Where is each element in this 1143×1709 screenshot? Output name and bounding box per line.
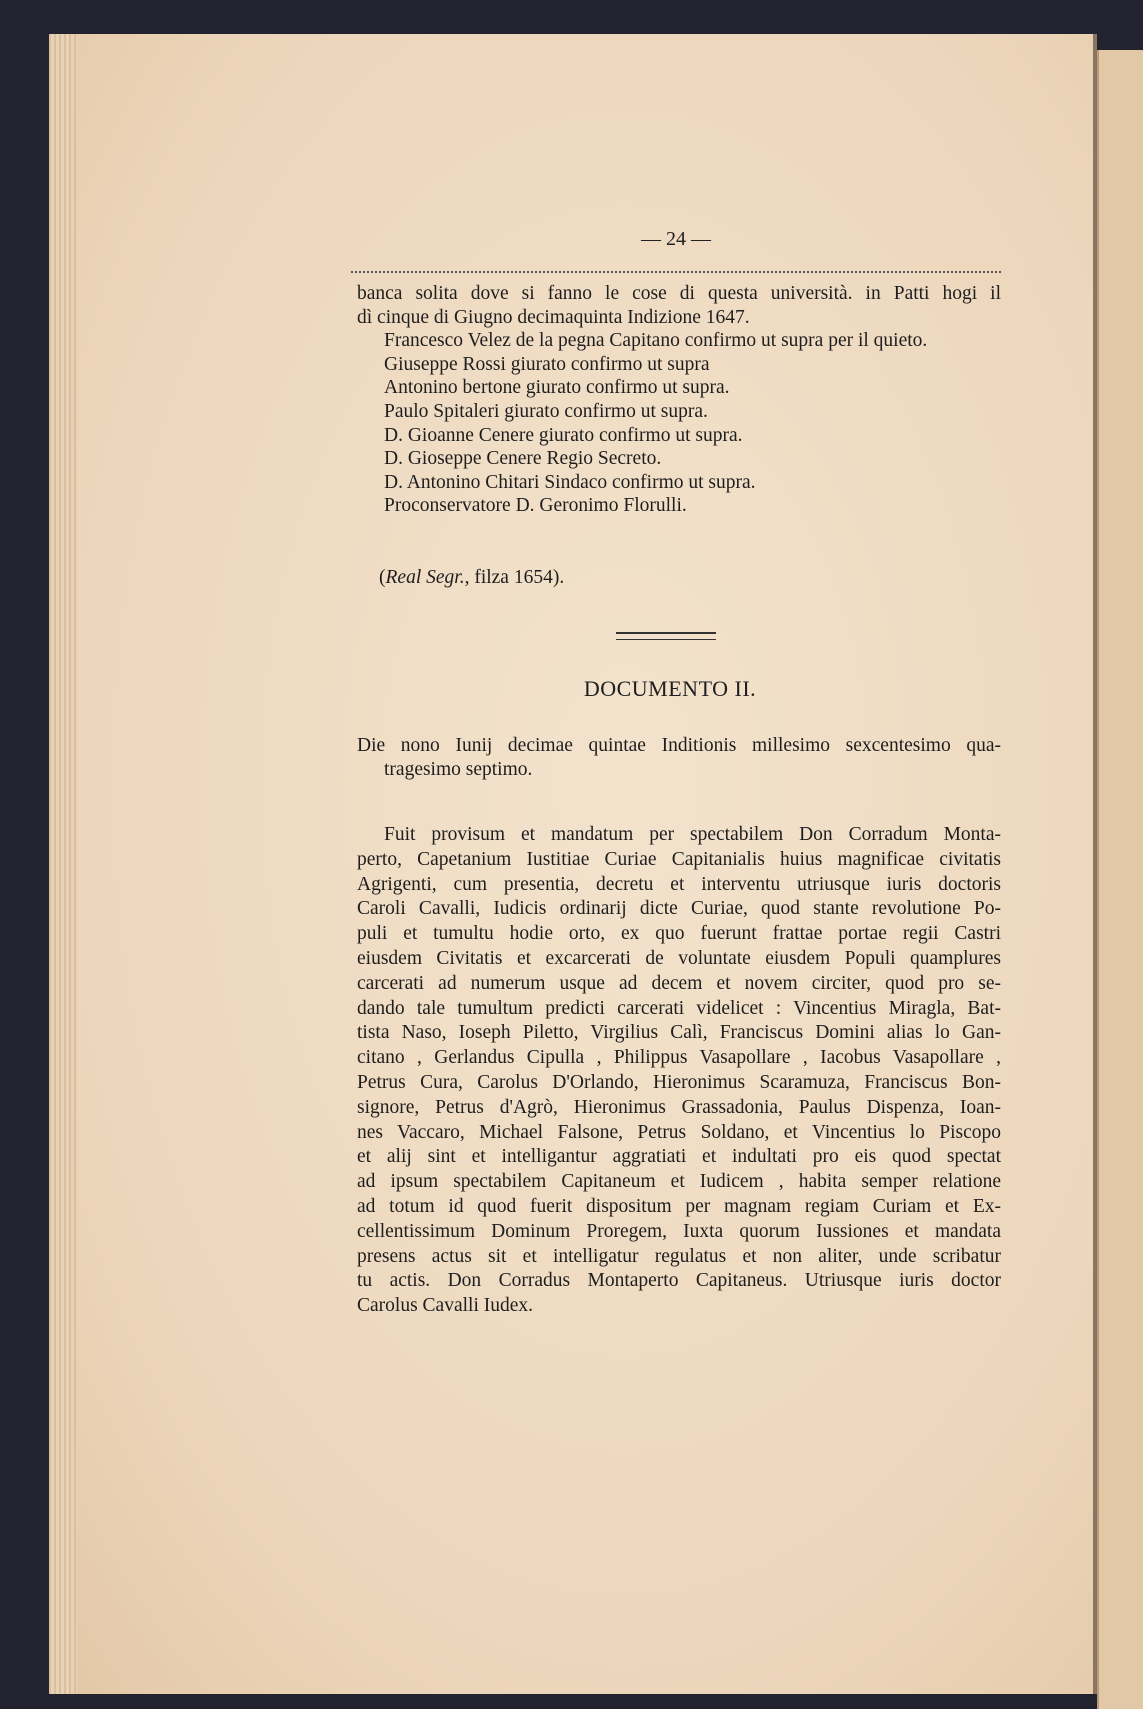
body-line: presens actus sit et intelligatur regulatus et non aliter, unde scribatur bbox=[357, 1245, 1001, 1267]
document-heading bbox=[357, 734, 1001, 781]
body-line: carcerati ad numerum usque ad decem et novem circiter, quod pro se- bbox=[357, 972, 1001, 994]
page-gutter bbox=[1093, 34, 1097, 1694]
citation-rest: , filza 1654). bbox=[464, 567, 565, 588]
text-line: dì cinque di Giugno decimaquinta Indizione 1647. bbox=[357, 306, 750, 328]
heading-line: tragesimo septimo. bbox=[384, 758, 533, 780]
text-line: banca solita dove si fanno le cose di questa università. in Patti hogi il bbox=[357, 283, 1001, 304]
body-line: eiusdem Civitatis et excarcerati de voluntate eiusdem Populi quamplures bbox=[357, 947, 1001, 969]
signature-line: Antonino bertone giurato confirmo ut supra. bbox=[384, 377, 730, 399]
signature-line: D. Gioanne Cenere giurato confirmo ut supra. bbox=[384, 424, 743, 446]
header-dotted-rule bbox=[351, 271, 1001, 273]
body-line: cellentissimum Dominum Proregem, Iuxta quorum Iussiones et mandata bbox=[357, 1220, 1001, 1242]
page-number: — 24 — bbox=[641, 228, 711, 250]
section-separator-rule bbox=[616, 632, 716, 640]
signature-line: Paulo Spitaleri giurato confirmo ut supra. bbox=[384, 400, 708, 422]
body-line: ad totum id quod fuerit dispositum per magnam regiam Curiam et Ex- bbox=[357, 1195, 1001, 1217]
page-stack-edge bbox=[49, 34, 77, 1694]
citation-open: ( bbox=[379, 567, 386, 588]
source-citation bbox=[379, 567, 564, 589]
body-line: perto, Capetanium Iustitiae Curiae Capitanialis huius magnificae civitatis bbox=[357, 848, 1001, 870]
document-body bbox=[357, 823, 1001, 1319]
body-line: puli et tumultu hodie orto, ex quo fuerunt frattae portae regii Castri bbox=[357, 923, 1001, 945]
signature-line: D. Gioseppe Cenere Regio Secreto. bbox=[384, 448, 662, 470]
signature-line: Proconservatore D. Geronimo Florulli. bbox=[384, 495, 687, 517]
body-line: et alij sint et intelligantur aggratiati et indultati pro eis quod spectat bbox=[357, 1146, 1001, 1168]
body-line: ad ipsum spectabilem Capitaneum et Iudicem , habita semper relatione bbox=[357, 1171, 1001, 1193]
citation-archive: Real Segr. bbox=[385, 567, 465, 588]
signature-line: D. Antonino Chitari Sindaco confirmo ut supra. bbox=[384, 471, 756, 493]
body-line: tu actis. Don Corradus Montaperto Capitaneus. Utriusque iuris doctor bbox=[357, 1270, 1001, 1292]
document-title: DOCUMENTO II. bbox=[583, 676, 757, 701]
body-line: Carolus Cavalli Iudex. bbox=[357, 1295, 534, 1317]
body-line: Petrus Cura, Carolus D'Orlando, Hieronimus Scaramuza, Franciscus Bon- bbox=[357, 1071, 1001, 1093]
body-line: nes Vaccaro, Michael Falsone, Petrus Soldano, et Vincentius lo Piscopo bbox=[357, 1121, 1001, 1143]
heading-line: Die nono Iunij decimae quintae Inditionis millesimo sexcentesimo qua- bbox=[357, 735, 1001, 756]
body-line: tista Naso, Ioseph Piletto, Virgilius Calì, Franciscus Domini alias lo Gan- bbox=[357, 1022, 1001, 1044]
adjacent-page-edge bbox=[1097, 50, 1143, 1709]
signature-line: Francesco Velez de la pegna Capitano confirmo ut supra per il quieto. bbox=[384, 330, 928, 352]
body-line: dando tale tumultum predicti carcerati videlicet : Vincentius Miragla, Bat- bbox=[357, 997, 1001, 1019]
signature-line: Giuseppe Rossi giurato confirmo ut supra bbox=[384, 353, 710, 375]
body-line: Fuit provisum et mandatum per spectabilem Don Corradum Monta- bbox=[384, 824, 1001, 845]
body-line: citano , Gerlandus Cipulla , Philippus Vasapollare , Iacobus Vasapollare , bbox=[357, 1047, 1001, 1069]
document-i-ending bbox=[357, 282, 1001, 518]
body-line: Agrigenti, cum presentia, decretu et interventu utriusque iuris doctoris bbox=[357, 873, 1001, 895]
body-line: signore, Petrus d'Agrò, Hieronimus Grassadonia, Paulus Dispenza, Ioan- bbox=[357, 1096, 1001, 1118]
body-line: Caroli Cavalli, Iudicis ordinarij dicte Curiae, quod stante revolutione Po- bbox=[357, 898, 1001, 920]
